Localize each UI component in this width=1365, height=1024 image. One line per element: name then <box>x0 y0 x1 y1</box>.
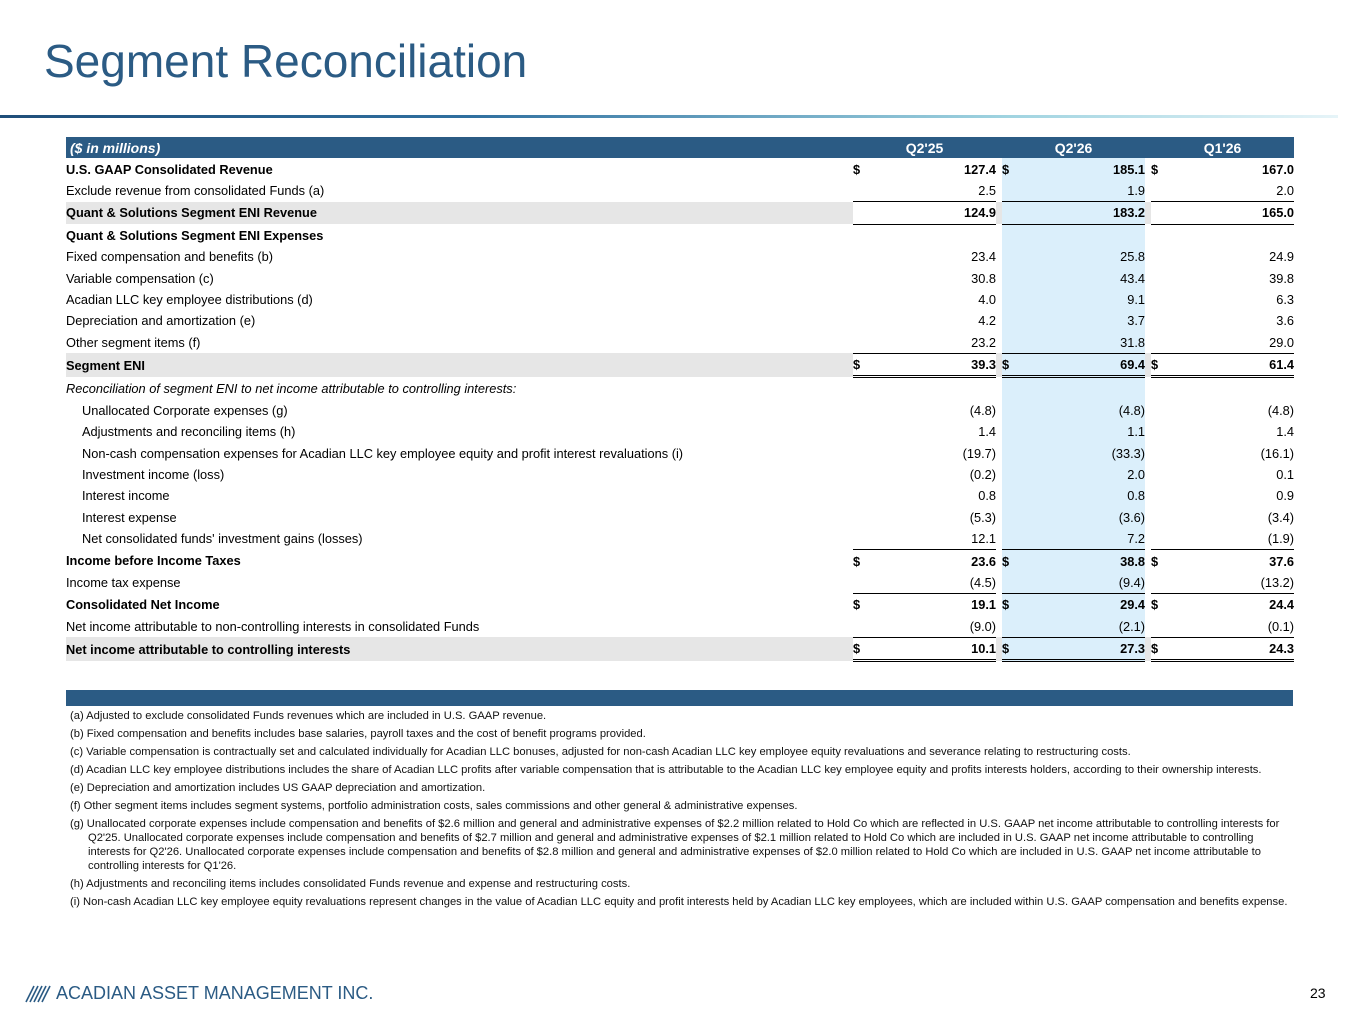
currency-symbol <box>1151 464 1164 485</box>
currency-symbol <box>1151 246 1164 267</box>
table-header-row <box>66 137 1294 158</box>
cell-value: 29.4 <box>1015 594 1145 616</box>
cell-value: (4.8) <box>969 402 997 418</box>
currency-symbol <box>1002 421 1015 442</box>
cell-value: 23.4 <box>971 249 997 265</box>
currency-symbol: $ <box>1151 550 1164 572</box>
units-label: ($ in millions) <box>66 137 853 158</box>
currency-symbol <box>1151 485 1164 506</box>
title-divider <box>0 115 1338 118</box>
cell-value: 0.1 <box>1276 467 1295 483</box>
currency-symbol <box>853 464 866 485</box>
row-label: Net income attributable to non-controlling interests in consolidated Funds <box>66 619 480 635</box>
table-row <box>66 442 1294 463</box>
table-row <box>66 637 1294 660</box>
footnote: (g) Unallocated corporate expenses include compensation and benefits of $2.6 million and general and administrative expenses of $2.2 million related to Hold Co which are reflected in U.S. GAAP net income attributable to controlling interests for Q2'25. Unallocated corporate expenses include compensation and benefits of $2.7 million and general and administrative expenses of $2.1 million related to Hold Co which are included in U.S. GAAP net income attributable to controlling interests for Q2'26. Unallocated corporate expenses include compensation and benefits of $2.8 million and general and administrative expenses of $2.0 million related to Hold Co which are included in U.S. GAAP net income attributable to controlling interests for Q1'26. <box>70 818 1280 872</box>
cell-value: 7.2 <box>1015 528 1145 550</box>
currency-symbol <box>853 246 866 267</box>
currency-symbol <box>853 485 866 506</box>
cell-value: 69.4 <box>1015 353 1145 376</box>
currency-symbol: $ <box>1002 594 1015 616</box>
currency-symbol <box>853 332 866 354</box>
currency-symbol <box>853 572 866 594</box>
table-row <box>66 202 1294 224</box>
currency-symbol <box>853 267 866 288</box>
row-label: Investment income (loss) <box>82 467 225 483</box>
table-row <box>66 572 1294 594</box>
row-label: Net consolidated funds' investment gains (losses) <box>82 531 363 547</box>
currency-symbol <box>1002 507 1015 528</box>
row-label: Exclude revenue from consolidated Funds (a) <box>66 183 325 199</box>
row-label: Income tax expense <box>66 575 181 591</box>
currency-symbol <box>1151 616 1164 638</box>
currency-symbol: $ <box>1002 550 1015 572</box>
table-row <box>66 377 1294 400</box>
currency-symbol <box>853 377 866 400</box>
row-label: Segment ENI <box>66 353 853 376</box>
company-name: ACADIAN ASSET MANAGEMENT INC. <box>56 983 374 1003</box>
currency-symbol <box>853 289 866 310</box>
table-row <box>66 310 1294 331</box>
cell-value: 127.4 <box>963 161 997 177</box>
currency-symbol <box>853 224 866 246</box>
currency-symbol: $ <box>853 637 866 660</box>
cell-value: (9.0) <box>969 618 997 634</box>
column-header-q1-26: Q1'26 <box>1151 137 1294 158</box>
table-row <box>66 180 1294 202</box>
cell-value: 23.2 <box>971 334 997 350</box>
currency-symbol: $ <box>1151 353 1164 376</box>
cell-value: 39.3 <box>866 353 996 376</box>
table-row <box>66 400 1294 421</box>
currency-symbol <box>1002 464 1015 485</box>
column-header-q2-25: Q2'25 <box>853 137 996 158</box>
currency-symbol <box>1002 485 1015 506</box>
cell-value: 61.4 <box>1164 353 1294 376</box>
currency-symbol <box>1151 400 1164 421</box>
cell-value: (5.3) <box>969 509 997 525</box>
currency-symbol <box>1151 572 1164 594</box>
cell-value <box>1164 377 1294 400</box>
table-row <box>66 485 1294 506</box>
currency-symbol <box>1002 310 1015 331</box>
currency-symbol <box>1002 572 1015 594</box>
cell-value: 124.9 <box>866 202 996 224</box>
currency-symbol <box>1002 332 1015 354</box>
cell-value: (0.2) <box>969 467 997 483</box>
currency-symbol: $ <box>1002 158 1015 179</box>
cell-value: 37.6 <box>1164 550 1294 572</box>
currency-symbol: $ <box>1151 161 1159 177</box>
row-label: Income before Income Taxes <box>66 553 241 569</box>
currency-symbol <box>1151 180 1164 202</box>
cell-value: 39.8 <box>1269 270 1295 286</box>
table-row <box>66 550 1294 572</box>
footnote: (d) Acadian LLC key employee distributions includes the share of Acadian LLC profits after variable compensation that is attributable to the Acadian LLC key employee equity and profits interests holders, according to their ownership interests. <box>70 764 1262 776</box>
cell-value: (3.6) <box>1015 507 1145 528</box>
cell-value: 1.1 <box>1015 421 1145 442</box>
footnote: (h) Adjustments and reconciling items includes consolidated Funds revenue and expense and restructuring costs. <box>70 878 631 890</box>
currency-symbol <box>853 202 866 224</box>
currency-symbol <box>1002 528 1015 550</box>
cell-value: (3.4) <box>1267 509 1295 525</box>
currency-symbol <box>1002 180 1015 202</box>
row-label: Adjustments and reconciling items (h) <box>82 424 296 440</box>
acadian-logo-icon <box>24 985 52 1003</box>
currency-symbol <box>1151 507 1164 528</box>
cell-value: 2.5 <box>978 182 997 198</box>
footnote: (i) Non-cash Acadian LLC key employee equity revaluations represent changes in the value of Acadian LLC equity and profit interests held by Acadian LLC key employees, which are included within U.S. GAAP compensation and benefits expense. <box>70 896 1288 908</box>
footnotes <box>70 709 1292 913</box>
cell-value: (19.7) <box>962 445 997 461</box>
cell-value: 24.3 <box>1164 637 1294 660</box>
currency-symbol <box>1151 528 1164 550</box>
cell-value: 27.3 <box>1015 637 1145 660</box>
currency-symbol <box>1002 289 1015 310</box>
table-row <box>66 528 1294 550</box>
cell-value: (16.1) <box>1260 445 1295 461</box>
row-label: Unallocated Corporate expenses (g) <box>82 402 288 418</box>
cell-value: (4.8) <box>1015 400 1145 421</box>
currency-symbol <box>1002 400 1015 421</box>
table-row <box>66 246 1294 267</box>
currency-symbol <box>1151 377 1164 400</box>
cell-value: 19.1 <box>866 594 996 616</box>
cell-value: 2.0 <box>1276 182 1295 198</box>
currency-symbol <box>1151 442 1164 463</box>
currency-symbol <box>1002 202 1015 224</box>
cell-value: 0.8 <box>1015 485 1145 506</box>
cell-value: 185.1 <box>1015 158 1145 179</box>
currency-symbol <box>853 528 866 550</box>
currency-symbol <box>1151 421 1164 442</box>
footnote: (f) Other segment items includes segment systems, portfolio administration costs, sales commissions and other general & administrative expenses. <box>70 800 798 812</box>
cell-value: (2.1) <box>1015 616 1145 638</box>
cell-value: 167.0 <box>1262 161 1295 177</box>
cell-value: 0.9 <box>1276 488 1295 504</box>
notes-header-band <box>66 690 1293 706</box>
currency-symbol <box>853 421 866 442</box>
row-label: Variable compensation (c) <box>66 270 214 286</box>
company-logo <box>24 983 373 1004</box>
row-label: Acadian LLC key employee distributions (d) <box>66 291 313 307</box>
currency-symbol: $ <box>853 353 866 376</box>
currency-symbol: $ <box>1151 637 1164 660</box>
table-row <box>66 507 1294 528</box>
currency-symbol <box>1151 332 1164 354</box>
footnote: (a) Adjusted to exclude consolidated Funds revenues which are included in U.S. GAAP revenue. <box>70 710 547 722</box>
cell-value: 9.1 <box>1015 289 1145 310</box>
currency-symbol <box>853 616 866 638</box>
cell-value <box>1015 224 1145 246</box>
cell-value: (0.1) <box>1267 618 1295 634</box>
currency-symbol: $ <box>853 161 861 177</box>
table-row <box>66 224 1294 246</box>
cell-value: 4.0 <box>978 291 997 307</box>
cell-value: 30.8 <box>971 270 997 286</box>
currency-symbol: $ <box>1002 353 1015 376</box>
currency-symbol <box>1151 289 1164 310</box>
currency-symbol <box>853 180 866 202</box>
row-label: Fixed compensation and benefits (b) <box>66 249 273 265</box>
cell-value: 23.6 <box>866 550 996 572</box>
cell-value: 25.8 <box>1015 246 1145 267</box>
cell-value: 6.3 <box>1276 291 1295 307</box>
table-row <box>66 594 1294 616</box>
row-label: Interest expense <box>82 509 177 525</box>
cell-value <box>1015 377 1145 400</box>
cell-value: (1.9) <box>1267 531 1295 547</box>
table-row <box>66 267 1294 288</box>
currency-symbol <box>1151 267 1164 288</box>
cell-value: 24.9 <box>1269 249 1295 265</box>
cell-value: 1.4 <box>1276 424 1295 440</box>
cell-value: 24.4 <box>1164 594 1294 616</box>
currency-symbol <box>1002 442 1015 463</box>
cell-value: 0.8 <box>978 488 997 504</box>
table-body <box>66 158 1294 660</box>
cell-value: (13.2) <box>1260 575 1295 590</box>
cell-value: 1.9 <box>1015 180 1145 202</box>
table-row <box>66 332 1294 354</box>
currency-symbol <box>853 442 866 463</box>
cell-value: (4.8) <box>1267 402 1295 418</box>
cell-value <box>1164 224 1294 246</box>
row-label: Consolidated Net Income <box>66 597 220 613</box>
cell-value: 43.4 <box>1015 267 1145 288</box>
column-header-q2-26: Q2'26 <box>1002 137 1145 158</box>
table-row <box>66 464 1294 485</box>
table-row <box>66 353 1294 376</box>
currency-symbol <box>1151 202 1164 224</box>
cell-value: 165.0 <box>1164 202 1294 224</box>
row-label: Depreciation and amortization (e) <box>66 313 256 329</box>
currency-symbol <box>1002 616 1015 638</box>
footnote: (b) Fixed compensation and benefits includes base salaries, payroll taxes and the cost of benefit programs provided. <box>70 728 646 740</box>
currency-symbol <box>1151 224 1164 246</box>
table-row <box>66 158 1294 179</box>
cell-value: 1.4 <box>978 424 997 440</box>
currency-symbol <box>853 507 866 528</box>
currency-symbol <box>1002 377 1015 400</box>
footnote: (c) Variable compensation is contractually set and calculated individually for Acadian LLC bonuses, adjusted for non-cash Acadian LLC key employee equity revaluations and severance relating to restructuring costs. <box>70 746 1131 758</box>
row-label: Quant & Solutions Segment ENI Expenses <box>66 227 324 243</box>
cell-value: 4.2 <box>978 313 997 329</box>
cell-value: 38.8 <box>1015 550 1145 572</box>
currency-symbol <box>1002 224 1015 246</box>
row-label: Quant & Solutions Segment ENI Revenue <box>66 202 853 224</box>
currency-symbol <box>853 310 866 331</box>
cell-value: 12.1 <box>971 531 997 547</box>
cell-value: 183.2 <box>1015 202 1145 224</box>
row-label: U.S. GAAP Consolidated Revenue <box>66 161 273 177</box>
segment-reconciliation-table <box>66 137 1294 662</box>
page-number: 23 <box>1310 985 1326 1001</box>
currency-symbol <box>853 400 866 421</box>
currency-symbol <box>1151 310 1164 331</box>
cell-value: 31.8 <box>1015 332 1145 354</box>
currency-symbol: $ <box>853 550 866 572</box>
currency-symbol: $ <box>1151 594 1164 616</box>
currency-symbol <box>1002 246 1015 267</box>
currency-symbol: $ <box>853 594 866 616</box>
table-row <box>66 289 1294 310</box>
cell-value: 3.7 <box>1015 310 1145 331</box>
row-label: Net income attributable to controlling interests <box>66 637 853 660</box>
currency-symbol <box>1002 267 1015 288</box>
row-label: Reconciliation of segment ENI to net income attributable to controlling interests: <box>66 380 517 396</box>
cell-value: 29.0 <box>1269 334 1295 350</box>
cell-value <box>866 224 996 246</box>
page-title: Segment Reconciliation <box>44 35 528 87</box>
currency-symbol: $ <box>1002 637 1015 660</box>
cell-value: (9.4) <box>1015 572 1145 594</box>
cell-value: 2.0 <box>1015 464 1145 485</box>
row-label: Non-cash compensation expenses for Acadian LLC key employee equity and profit interest revaluations (i) <box>82 445 684 461</box>
cell-value: 3.6 <box>1276 313 1295 329</box>
cell-value: (4.5) <box>969 575 997 590</box>
table-row <box>66 616 1294 638</box>
table-row <box>66 421 1294 442</box>
cell-value: 10.1 <box>866 637 996 660</box>
cell-value: (33.3) <box>1015 442 1145 463</box>
row-label: Other segment items (f) <box>66 334 201 350</box>
row-label: Interest income <box>82 488 170 504</box>
cell-value <box>866 377 996 400</box>
footnote: (e) Depreciation and amortization includes US GAAP depreciation and amortization. <box>70 782 486 794</box>
